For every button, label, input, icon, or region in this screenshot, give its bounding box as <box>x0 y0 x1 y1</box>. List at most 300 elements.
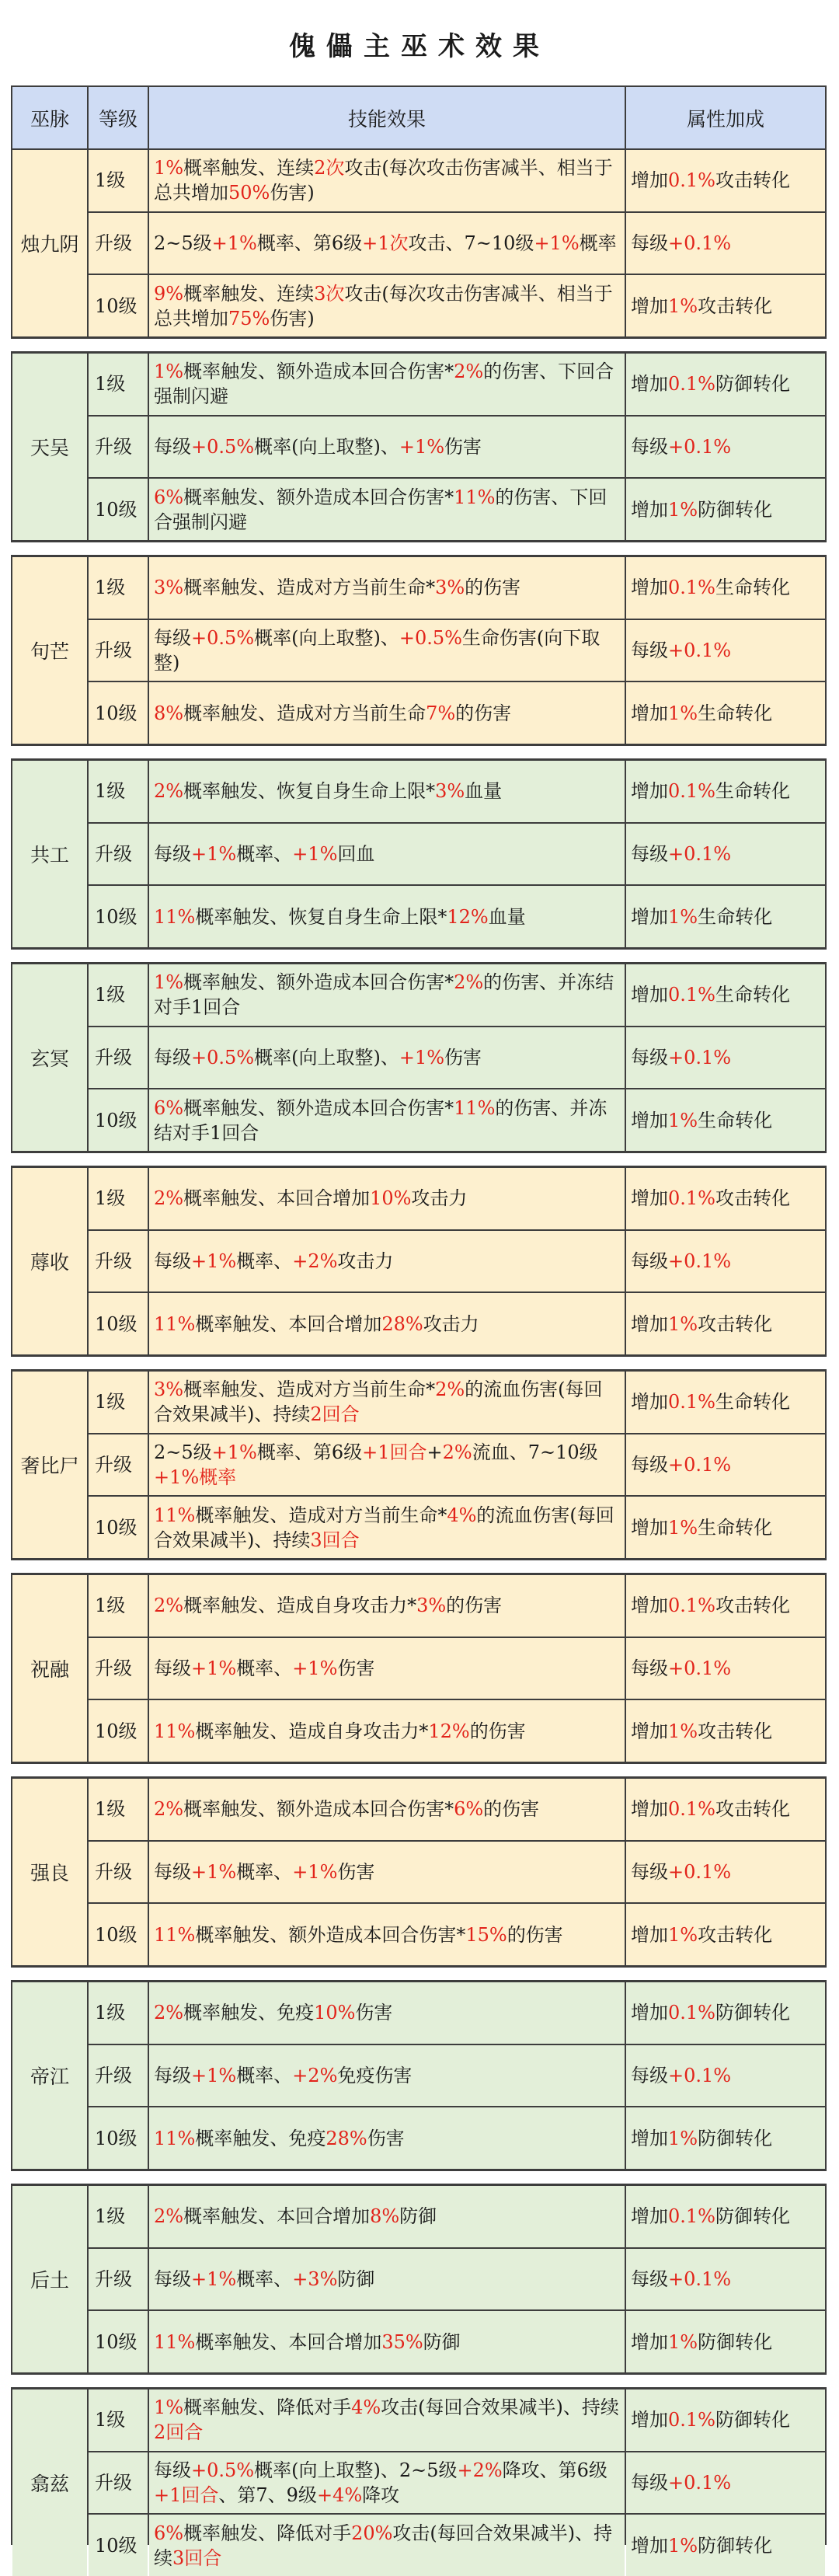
highlight-value: 0.1% <box>668 2409 715 2431</box>
highlight-value: +4% <box>316 2484 363 2506</box>
table-row <box>89 2107 825 2169</box>
highlight-value: +0.1% <box>668 1861 732 1883</box>
header-level: 等级 <box>89 87 148 148</box>
highlight-value: 2% <box>154 1595 184 1617</box>
group-separator <box>11 1560 827 1574</box>
attr-cell <box>626 557 825 619</box>
effect-cell <box>149 2249 625 2310</box>
skill-rows <box>89 354 825 540</box>
attr-text: 每级+0.1% <box>631 1454 732 1476</box>
level-cell: 升级 <box>89 417 148 478</box>
highlight-value: +1% <box>191 2268 237 2290</box>
effect-cell <box>149 2186 625 2247</box>
attr-text: 增加1%攻击转化 <box>631 295 773 317</box>
highlight-value: +1% <box>399 1047 445 1068</box>
highlight-value: 1% <box>154 2396 184 2419</box>
highlight-value: +0.5% <box>191 1047 255 1068</box>
attr-cell <box>626 2390 825 2451</box>
highlight-value: +1% <box>191 1861 237 1883</box>
highlight-value: 2% <box>154 1187 184 1210</box>
level-cell: 1级 <box>89 150 148 211</box>
skill-rows <box>89 964 825 1151</box>
highlight-value: +0.1% <box>668 843 732 865</box>
effect-cell <box>149 213 625 274</box>
table-row <box>89 761 825 822</box>
level-cell: 升级 <box>89 213 148 274</box>
table-row <box>89 1842 825 1903</box>
highlight-value: 8% <box>154 702 184 724</box>
level-cell: 1级 <box>89 1575 148 1637</box>
highlight-value: +1% <box>191 1657 237 1679</box>
attr-text: 增加0.1%攻击转化 <box>631 1798 790 1821</box>
table-row <box>89 1638 825 1699</box>
effect-text: 11%概率触发、本回合增加28%攻击力 <box>154 1312 479 1335</box>
highlight-value: 28% <box>381 1312 423 1335</box>
level-cell: 10级 <box>89 682 148 744</box>
highlight-value: +1% <box>191 843 237 865</box>
attr-text: 增加0.1%生命转化 <box>631 577 790 599</box>
attr-cell <box>626 2515 825 2576</box>
group-separator <box>11 1356 827 1370</box>
highlight-value: 6% <box>154 2522 184 2544</box>
level-cell: 升级 <box>89 1231 148 1292</box>
effect-cell <box>149 2045 625 2107</box>
table-row <box>89 1575 825 1637</box>
group-separator <box>11 2374 827 2388</box>
group-separator <box>11 542 827 556</box>
effect-cell <box>149 1434 625 1496</box>
table-row <box>89 1700 825 1762</box>
highlight-value: 12% <box>447 905 489 928</box>
attr-text: 增加0.1%防御转化 <box>631 2205 790 2228</box>
skill-group <box>12 964 825 1151</box>
highlight-value: 0.1% <box>668 577 715 599</box>
skill-group <box>12 557 825 744</box>
level-cell: 10级 <box>89 886 148 947</box>
group-separator <box>11 2170 827 2184</box>
skill-group <box>12 2390 825 2576</box>
attr-text: 增加1%防御转化 <box>631 2330 773 2353</box>
level-cell: 10级 <box>89 479 148 540</box>
attr-text: 每级+0.1% <box>631 1861 732 1883</box>
attr-cell <box>626 1904 825 1965</box>
highlight-value: 50% <box>228 182 270 204</box>
highlight-value: 3回合 <box>310 1529 360 1551</box>
table-row <box>89 2249 825 2310</box>
highlight-value: 1% <box>668 295 698 317</box>
level-cell: 1级 <box>89 1372 148 1433</box>
highlight-value: 11% <box>154 1720 196 1742</box>
skill-rows <box>89 1575 825 1762</box>
level-cell: 1级 <box>89 964 148 1026</box>
attr-cell <box>626 1700 825 1762</box>
effect-text: 每级+0.5%概率(向上取整)、2~5级+2%降攻、第6级+1回合、第7、9级+4%降攻 <box>154 2459 607 2506</box>
page-title: 傀儡主巫术效果 <box>289 31 550 62</box>
table-row <box>89 2452 825 2514</box>
attr-cell <box>626 761 825 822</box>
highlight-value: 2% <box>154 2002 184 2024</box>
table-row <box>89 964 825 1026</box>
effect-text: 每级+0.5%概率(向上取整)、+1%伤害 <box>154 1047 482 1068</box>
highlight-value: 0.1% <box>668 1187 715 1210</box>
attr-text: 增加1%攻击转化 <box>631 1312 773 1335</box>
attr-text: 增加0.1%防御转化 <box>631 2409 790 2431</box>
attr-cell <box>626 2186 825 2247</box>
highlight-value: 2% <box>454 971 484 994</box>
effect-text: 3%概率触发、造成对方当前生命*2%的流血伤害(每回合效果减半)、持续2回合 <box>154 1379 603 1426</box>
table-row <box>89 1293 825 1354</box>
highlight-value: 3% <box>154 577 184 599</box>
highlight-value: 1% <box>668 905 698 928</box>
highlight-value: 1% <box>154 361 184 383</box>
table-row <box>89 1231 825 1292</box>
table-header <box>12 87 825 148</box>
highlight-value: 3% <box>435 577 465 599</box>
effect-text: 每级+0.5%概率(向上取整)、+0.5%生命伤害(向下取整) <box>154 627 601 674</box>
level-cell: 1级 <box>89 557 148 619</box>
highlight-value: +1回合 <box>154 2484 219 2506</box>
table-row <box>89 417 825 478</box>
effect-text: 1%概率触发、额外造成本回合伤害*2%的伤害、并冻结对手1回合 <box>154 971 614 1019</box>
highlight-value: 3回合 <box>172 2546 222 2569</box>
attr-cell <box>626 1372 825 1433</box>
skill-name: 天吴 <box>12 354 87 540</box>
group-separator <box>11 1152 827 1166</box>
highlight-value: 1% <box>668 2330 698 2353</box>
highlight-value: +1% <box>191 2065 237 2086</box>
table-row <box>89 557 825 619</box>
table-row <box>89 620 825 681</box>
effect-cell <box>149 1842 625 1903</box>
level-cell: 升级 <box>89 2452 148 2514</box>
attr-cell <box>626 1638 825 1699</box>
attr-text: 每级+0.1% <box>631 843 732 865</box>
effect-text: 6%概率触发、降低对手20%攻击(每回合效果减半)、持续3回合 <box>154 2522 613 2569</box>
effect-text: 1%概率触发、额外造成本回合伤害*2%的伤害、下回合强制闪避 <box>154 361 614 408</box>
highlight-value: +2% <box>457 2459 503 2481</box>
highlight-value: +0.1% <box>668 232 732 254</box>
effect-text: 每级+1%概率、+2%攻击力 <box>154 1250 394 1272</box>
table-row <box>89 1027 825 1089</box>
attr-text: 增加1%攻击转化 <box>631 1923 773 1946</box>
group-separator <box>11 745 827 759</box>
effect-cell <box>149 1168 625 1229</box>
highlight-value: 1% <box>668 1516 698 1539</box>
attr-text: 增加1%生命转化 <box>631 905 773 928</box>
level-cell: 10级 <box>89 2311 148 2372</box>
effect-cell <box>149 417 625 478</box>
effect-text: 2%概率触发、免疫10%伤害 <box>154 2002 393 2024</box>
highlight-value: 1% <box>154 157 184 180</box>
effect-cell <box>149 824 625 885</box>
highlight-value: +1%概率 <box>154 1466 237 1488</box>
level-cell: 1级 <box>89 354 148 415</box>
effect-text: 8%概率触发、造成对方当前生命7%的伤害 <box>154 702 512 724</box>
effect-text: 11%概率触发、造成自身攻击力*12%的伤害 <box>154 1720 526 1742</box>
attr-cell <box>626 1779 825 1840</box>
skill-rows <box>89 1372 825 1558</box>
attr-cell <box>626 1575 825 1637</box>
highlight-value: +0.5% <box>191 2459 255 2481</box>
attr-cell <box>626 1842 825 1903</box>
level-cell: 10级 <box>89 2107 148 2169</box>
highlight-value: 0.1% <box>668 780 715 803</box>
highlight-value: 6% <box>454 1798 484 1821</box>
effect-cell <box>149 354 625 415</box>
attr-text: 增加1%生命转化 <box>631 1109 773 1131</box>
highlight-value: +1% <box>292 1861 338 1883</box>
effect-text: 2%概率触发、本回合增加8%防御 <box>154 2205 437 2228</box>
level-cell: 10级 <box>89 275 148 336</box>
effect-text: 2~5级+1%概率、第6级+1回合+2%流血、7~10级+1%概率 <box>154 1441 598 1488</box>
skill-table <box>11 85 827 2569</box>
highlight-value: 0.1% <box>668 373 715 396</box>
effect-text: 1%概率触发、降低对手4%攻击(每回合效果减半)、持续2回合 <box>154 2396 619 2444</box>
table-row <box>89 1497 825 1558</box>
effect-cell <box>149 682 625 744</box>
table-row <box>89 1982 825 2044</box>
highlight-value: 1% <box>668 498 698 521</box>
highlight-value: 0.1% <box>668 2002 715 2024</box>
skill-name: 强良 <box>12 1779 87 1965</box>
attr-text: 增加0.1%攻击转化 <box>631 169 790 192</box>
header-name: 巫脉 <box>12 87 87 148</box>
skill-rows <box>89 150 825 336</box>
effect-text: 每级+1%概率、+2%免疫伤害 <box>154 2065 413 2086</box>
attr-cell <box>626 275 825 336</box>
highlight-value: 11% <box>154 1923 196 1946</box>
skill-group <box>12 1982 825 2169</box>
table-row <box>89 1168 825 1229</box>
effect-cell <box>149 2515 625 2576</box>
effect-cell <box>149 1700 625 1762</box>
highlight-value: 8% <box>370 2205 400 2228</box>
highlight-value: +1% <box>399 436 445 458</box>
effect-cell <box>149 1089 625 1151</box>
highlight-value: +0.1% <box>668 640 732 661</box>
highlight-value: 11% <box>454 486 496 508</box>
skill-group <box>12 761 825 947</box>
level-cell: 升级 <box>89 1842 148 1903</box>
attr-cell <box>626 150 825 211</box>
skill-name: 句芒 <box>12 557 87 744</box>
effect-cell <box>149 1372 625 1433</box>
highlight-value: +2% <box>292 2065 338 2086</box>
level-cell: 升级 <box>89 824 148 885</box>
attr-cell <box>626 620 825 681</box>
level-cell: 1级 <box>89 1779 148 1840</box>
attr-text: 每级+0.1% <box>631 1047 732 1068</box>
effect-cell <box>149 1779 625 1840</box>
effect-cell <box>149 1231 625 1292</box>
table-row <box>89 150 825 211</box>
highlight-value: +2% <box>292 1250 338 1272</box>
attr-cell <box>626 964 825 1026</box>
attr-text: 增加1%防御转化 <box>631 2534 773 2557</box>
highlight-value: +1% <box>534 232 580 254</box>
level-cell: 升级 <box>89 620 148 681</box>
highlight-value: 1% <box>668 702 698 724</box>
highlight-value: 0.1% <box>668 1798 715 1821</box>
highlight-value: +3% <box>292 2268 338 2290</box>
level-cell: 10级 <box>89 1497 148 1558</box>
highlight-value: 12% <box>428 1720 470 1742</box>
level-cell: 1级 <box>89 1982 148 2044</box>
highlight-value: 2回合 <box>310 1403 360 1426</box>
highlight-value: 0.1% <box>668 1391 715 1413</box>
highlight-value: 2% <box>154 780 184 803</box>
effect-cell <box>149 1293 625 1354</box>
table-row <box>89 2311 825 2372</box>
attr-cell <box>626 1168 825 1229</box>
group-separator <box>11 338 827 352</box>
attr-text: 增加1%攻击转化 <box>631 1720 773 1742</box>
highlight-value: 2% <box>454 361 484 383</box>
highlight-value: 1% <box>668 1109 698 1131</box>
level-cell: 升级 <box>89 1027 148 1089</box>
highlight-value: 11% <box>154 905 196 928</box>
highlight-value: 10% <box>314 2002 356 2024</box>
highlight-value: +1% <box>211 1441 257 1463</box>
attr-text: 增加1%防御转化 <box>631 498 773 521</box>
level-cell: 10级 <box>89 1089 148 1151</box>
attr-text: 增加1%防御转化 <box>631 2127 773 2149</box>
effect-text: 6%概率触发、额外造成本回合伤害*11%的伤害、下回合强制闪避 <box>154 486 607 533</box>
skill-group <box>12 354 825 540</box>
attr-cell <box>626 479 825 540</box>
skill-group <box>12 1779 825 1965</box>
level-cell: 1级 <box>89 761 148 822</box>
table-row <box>89 1779 825 1840</box>
attr-text: 增加0.1%生命转化 <box>631 780 790 803</box>
highlight-value: +1% <box>191 1250 237 1272</box>
attr-cell <box>626 354 825 415</box>
attr-cell <box>626 886 825 947</box>
skill-rows <box>89 1779 825 1965</box>
highlight-value: 11% <box>154 1312 196 1335</box>
level-cell: 升级 <box>89 1638 148 1699</box>
highlight-value: +0.5% <box>191 627 255 649</box>
attr-text: 增加0.1%攻击转化 <box>631 1187 790 1210</box>
attr-text: 每级+0.1% <box>631 2065 732 2086</box>
attr-cell <box>626 2249 825 2310</box>
attr-text: 增加0.1%防御转化 <box>631 2002 790 2024</box>
highlight-value: +1% <box>292 843 338 865</box>
effect-cell <box>149 2311 625 2372</box>
table-row <box>89 2515 825 2576</box>
highlight-value: +0.1% <box>668 1454 732 1476</box>
skill-name: 翕兹 <box>12 2390 87 2576</box>
highlight-value: 0.1% <box>668 984 715 1006</box>
highlight-value: +1% <box>292 1657 338 1679</box>
attr-text: 增加0.1%生命转化 <box>631 984 790 1006</box>
highlight-value: 1% <box>668 1720 698 1742</box>
highlight-value: 11% <box>154 2127 196 2149</box>
skill-rows <box>89 557 825 744</box>
header-attr: 属性加成 <box>626 87 825 148</box>
effect-text: 2%概率触发、额外造成本回合伤害*6%的伤害 <box>154 1798 540 1821</box>
highlight-value: +1% <box>211 232 257 254</box>
attr-cell <box>626 417 825 478</box>
highlight-value: 35% <box>381 2330 423 2353</box>
effect-text: 3%概率触发、造成对方当前生命*3%的伤害 <box>154 577 521 599</box>
highlight-value: +0.1% <box>668 2268 732 2290</box>
attr-text: 每级+0.1% <box>631 232 732 254</box>
highlight-value: 3次 <box>314 282 345 305</box>
highlight-value: 0.1% <box>668 1595 715 1617</box>
highlight-value: 10% <box>370 1187 412 1210</box>
highlight-value: 2回合 <box>154 2421 204 2444</box>
effect-text: 每级+0.5%概率(向上取整)、+1%伤害 <box>154 436 482 458</box>
skill-rows <box>89 2186 825 2372</box>
attr-cell <box>626 1982 825 2044</box>
effect-cell <box>149 275 625 336</box>
highlight-value: 20% <box>351 2522 393 2544</box>
highlight-value: 2% <box>154 1798 184 1821</box>
highlight-value: 3% <box>154 1379 184 1401</box>
attr-text: 每级+0.1% <box>631 436 732 458</box>
level-cell: 1级 <box>89 1168 148 1229</box>
attr-text: 每级+0.1% <box>631 640 732 661</box>
attr-text: 增加0.1%生命转化 <box>631 1391 790 1413</box>
table-row <box>89 682 825 744</box>
effect-text: 每级+1%概率、+1%伤害 <box>154 1861 375 1883</box>
effect-cell <box>149 1904 625 1965</box>
attr-text: 增加1%生命转化 <box>631 702 773 724</box>
skill-name: 烛九阴 <box>12 150 87 336</box>
effect-text: 11%概率触发、免疫28%伤害 <box>154 2127 405 2149</box>
level-cell: 1级 <box>89 2186 148 2247</box>
level-cell: 升级 <box>89 2249 148 2310</box>
table-row <box>89 354 825 415</box>
highlight-value: 11% <box>454 1096 496 1119</box>
highlight-value: 3% <box>416 1595 447 1617</box>
highlight-value: 1% <box>668 1312 698 1335</box>
highlight-value: 11% <box>154 2330 196 2353</box>
header-effect: 技能效果 <box>149 87 625 148</box>
highlight-value: 2% <box>154 2205 184 2228</box>
table-row <box>89 2186 825 2247</box>
effect-text: 2%概率触发、恢复自身生命上限*3%血量 <box>154 780 503 803</box>
effect-cell <box>149 479 625 540</box>
skill-name: 祝融 <box>12 1575 87 1762</box>
skill-name: 奢比尸 <box>12 1372 87 1558</box>
table-row <box>89 1372 825 1433</box>
highlight-value: +0.5% <box>191 436 255 458</box>
effect-cell <box>149 1638 625 1699</box>
level-cell: 10级 <box>89 1700 148 1762</box>
table-row <box>89 479 825 540</box>
attr-cell <box>626 1089 825 1151</box>
highlight-value: +1回合 <box>362 1441 427 1463</box>
highlight-value: 2% <box>435 1379 465 1401</box>
attr-cell <box>626 1293 825 1354</box>
attr-cell <box>626 1497 825 1558</box>
effect-text: 每级+1%概率、+3%防御 <box>154 2268 375 2290</box>
effect-cell <box>149 2107 625 2169</box>
effect-cell <box>149 2452 625 2514</box>
level-cell: 10级 <box>89 2515 148 2576</box>
effect-cell <box>149 1575 625 1637</box>
effect-text: 11%概率触发、本回合增加35%防御 <box>154 2330 461 2353</box>
attr-text: 每级+0.1% <box>631 1657 732 1679</box>
effect-cell <box>149 1982 625 2044</box>
skill-name: 帝江 <box>12 1982 87 2169</box>
highlight-value: 28% <box>326 2127 367 2149</box>
effect-cell <box>149 1027 625 1089</box>
effect-cell <box>149 557 625 619</box>
level-cell: 10级 <box>89 1293 148 1354</box>
